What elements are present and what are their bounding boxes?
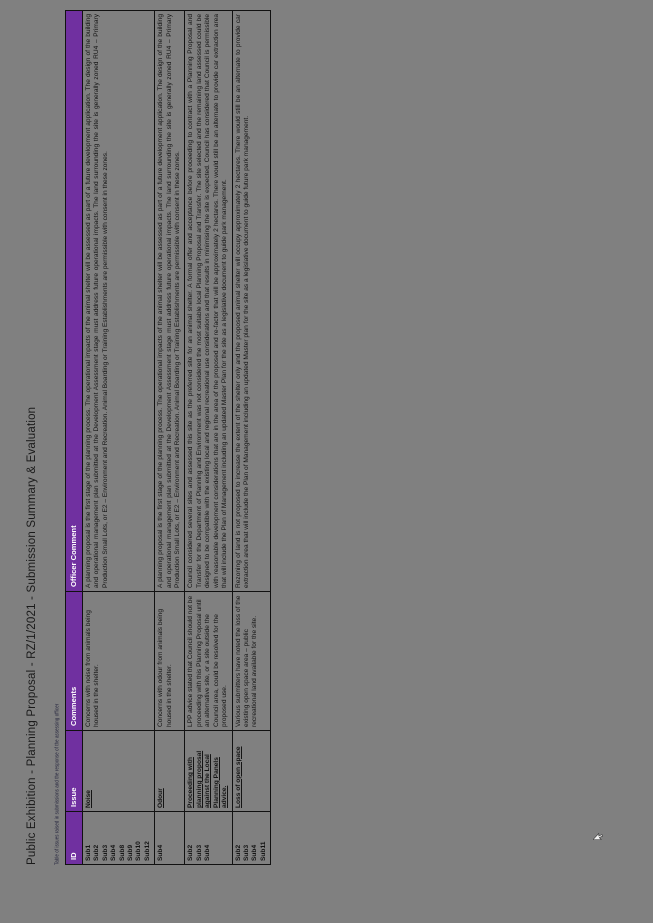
table-header <box>66 11 83 865</box>
submission-id: Sub2 <box>187 844 195 861</box>
submission-id: Sub10 <box>135 841 143 861</box>
column-header-officer-comment: Officer Comment <box>66 11 83 592</box>
cell-id-list <box>155 812 185 865</box>
submission-id: Sub1 <box>85 844 92 861</box>
cell-issue: Noise <box>83 731 155 812</box>
cell-officer-comment: Rezoning of land is not proposed to increase the extent of the shelter only and the proposed animal shelter will occupy approximately 2 hectares. There would still be an alternate to provide car extraction area that will include the Plan of Management including an updated Master plan for the site as a legislative document to guide future park management. <box>232 11 271 592</box>
submission-id: Sub8 <box>118 844 126 861</box>
submission-id: Sub3 <box>195 844 203 861</box>
cell-comments: Various submitters have noted the loss of the existing open space area – public recreational land available for the site. <box>232 592 271 731</box>
submission-id: Sub4 <box>110 844 118 861</box>
cell-id-list <box>232 812 271 865</box>
column-header-issue: Issue <box>66 731 83 812</box>
submission-id: Sub2 <box>93 844 101 861</box>
table-row <box>155 11 185 865</box>
column-header-comments: Comments <box>66 592 83 731</box>
mouse-pointer-icon <box>593 831 604 840</box>
submission-id: Sub4 <box>251 844 259 861</box>
submission-id: Sub2 <box>234 844 242 861</box>
submission-id: Sub3 <box>101 844 109 861</box>
table-row <box>232 11 271 865</box>
cell-officer-comment: Council considered several sites and assessed this site as the preferred site for an animal shelter. A formal offer and acceptance before proceeding to contract with a Planning Proposal and Transfer for the Department of Planning and Environment was not considered the most suitable local Planning Proposal and Transfer. The site selected and the remaining land assessed could be designed to be compatible with the existing local and regional recreational use considerations and that results in minimising the site is expected. Council has considered that Council is permissible with reasonable development considerations that are in the area of the proposed and re-factor that will be approximately 2 hectares. There would still be an alternate to provide car extraction area that will include the Plan of Management including an updated Master Plan for the site as a legislative document to guide park management. <box>185 11 232 592</box>
submission-id: Sub4 <box>204 844 212 861</box>
cell-issue: Proceeding with planning proposal against the Local Planning Panels advice. <box>185 731 232 812</box>
cell-comments: Concerns with noise from animals being housed in the shelter. <box>83 592 155 731</box>
submission-summary-table <box>65 10 271 865</box>
cell-id-list <box>83 812 155 865</box>
cell-issue: Odour <box>155 731 185 812</box>
submission-id: Sub12 <box>143 841 151 861</box>
cell-officer-comment: A planning proposal is the first stage of the planning process. The operational impacts of the animal shelter will be assessed as part of a future development application. The design of the building and operational management plan submitted at the Development Assessment stage must address future operational impacts. The land surrounding the site is generally zoned RU4 – Primary Production Small Lots, or E2 – Environment and Recreation. Animal Boarding or Training Establishments are permissible with consent in these zones. <box>155 11 185 592</box>
submission-id: Sub9 <box>127 844 135 861</box>
table-row <box>185 11 232 865</box>
submission-id: Sub3 <box>242 844 250 861</box>
column-header-id: ID <box>66 812 83 865</box>
submission-id: Sub11 <box>259 841 267 861</box>
table-header-row <box>66 11 83 865</box>
page-title: Public Exhibition - Planning Proposal - RZ/1/2021 - Submission Summary & Evaluation <box>26 406 38 865</box>
page-subtitle: Table of issues raised in submissions and the response of the assessing officer <box>53 703 60 865</box>
submission-id: Sub4 <box>157 844 165 861</box>
cell-officer-comment: A planning proposal is the first stage of the planning process. The operational impacts of the animal shelter will be assessed as part of a future development application. The design of the building and operational management plan submitted at the Development Assessment stage must address future operational impacts. The land surrounding the site is generally zoned RU4 – Primary Production Small Lots, or E2 – Environment and Recreation. Animal Boarding or Training Establishments are permissible with consent in these zones. <box>83 11 155 592</box>
cell-issue: Loss of open space <box>232 731 271 812</box>
table-body <box>83 11 271 865</box>
cell-comments: Concerns with odour from animals being housed in the shelter. <box>155 592 185 731</box>
table-row <box>83 11 155 865</box>
cell-id-list <box>185 812 232 865</box>
cell-comments: LPP advice stated that Council should not be proceeding with this Planning Proposal until an alternative site, or a site outside the Council area, could be resolved for the proposed use. <box>185 592 232 731</box>
